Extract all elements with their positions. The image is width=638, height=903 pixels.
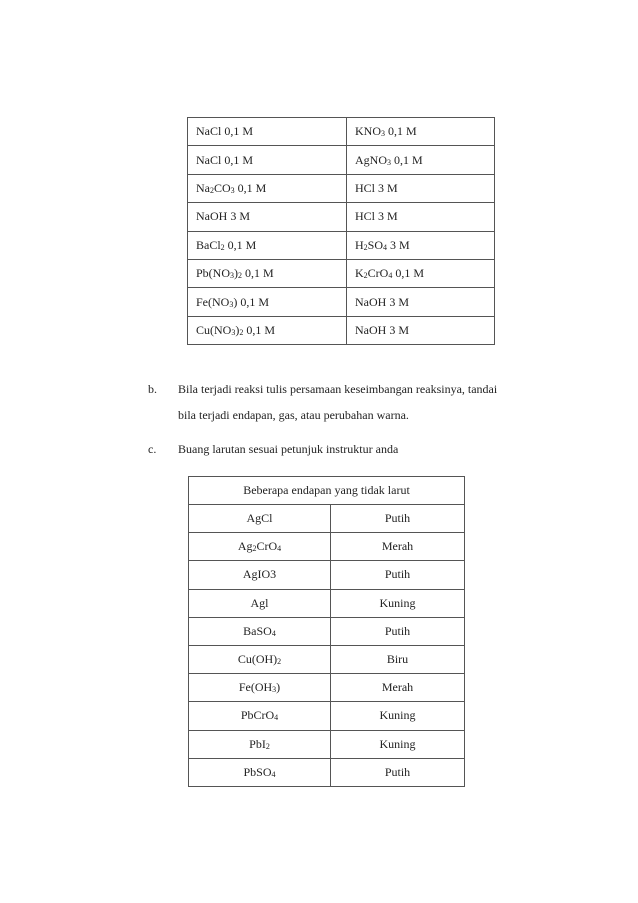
precipitate-color-cell: Putih: [331, 561, 465, 589]
reagent-left-cell: NaCl 0,1 M: [188, 146, 347, 174]
reagent-right-cell: $K_2CrO_4$ 0,1 M: [347, 259, 495, 287]
precipitate-row: [189, 561, 465, 589]
reagent-right-cell: HCl 3 M: [347, 174, 495, 202]
precipitate-compound-cell: PbI$_2$: [189, 730, 331, 758]
precipitate-row: [189, 617, 465, 645]
precipitate-row: [189, 674, 465, 702]
precipitate-compound-cell: $Ag_2CrO_4$: [189, 533, 331, 561]
reagent-pair-row: [188, 203, 495, 231]
precipitate-compound-cell: $Fe(OH_3)$: [189, 674, 331, 702]
precipitate-compound-cell: Agl: [189, 589, 331, 617]
precipitate-row: [189, 730, 465, 758]
reagent-pair-row: [188, 231, 495, 259]
reagent-pairs-table: [187, 117, 495, 345]
reagent-right-cell: NaOH 3 M: [347, 288, 495, 316]
reagent-left-cell: $Pb(NO_3)_2$ 0,1 M: [188, 259, 347, 287]
instruction-b-line-2: bila terjadi endapan, gas, atau perubahan warna.: [178, 408, 409, 422]
precipitate-row: [189, 645, 465, 673]
precipitate-color-cell: Kuning: [331, 702, 465, 730]
precipitate-table: [188, 476, 465, 787]
instruction-b-label: b.: [148, 382, 157, 396]
instruction-b-line-1: Bila terjadi reaksi tulis persamaan keseimbangan reaksinya, tandai: [178, 382, 498, 396]
precipitate-color-cell: Merah: [331, 533, 465, 561]
reagent-pair-row: [188, 174, 495, 202]
instruction-c-label: c.: [148, 442, 157, 456]
precipitate-compound-cell: AgIO3: [189, 561, 331, 589]
precipitate-color-cell: Kuning: [331, 730, 465, 758]
precipitate-color-cell: Putih: [331, 758, 465, 786]
reagent-right-cell: NaOH 3 M: [347, 316, 495, 344]
precipitate-color-cell: Kuning: [331, 589, 465, 617]
reagent-left-cell: $Cu(NO_3)_2$ 0,1 M: [188, 316, 347, 344]
precipitate-color-cell: Putih: [331, 617, 465, 645]
precipitate-table-header: Beberapa endapan yang tidak larut: [189, 477, 465, 505]
precipitate-row: [189, 758, 465, 786]
precipitate-row: [189, 589, 465, 617]
precipitate-compound-cell: $Cu(OH)_2$: [189, 645, 331, 673]
reagent-left-cell: $Na_2CO_3$ 0,1 M: [188, 174, 347, 202]
reagent-pair-row: [188, 118, 495, 146]
precipitate-compound-cell: AgCl: [189, 505, 331, 533]
reagent-right-cell: AgNO$_3$ 0,1 M: [347, 146, 495, 174]
reagent-pair-row: [188, 259, 495, 287]
reagent-right-cell: $H_2SO_4$ 3 M: [347, 231, 495, 259]
reagent-left-cell: $Fe(NO_3)$ 0,1 M: [188, 288, 347, 316]
precipitate-row: [189, 505, 465, 533]
reagent-left-cell: BaCl$_2$ 0,1 M: [188, 231, 347, 259]
reagent-pair-row: [188, 316, 495, 344]
reagent-pair-row: [188, 288, 495, 316]
reagent-right-cell: HCl 3 M: [347, 203, 495, 231]
reagent-left-cell: NaCl 0,1 M: [188, 118, 347, 146]
reagent-pair-row: [188, 146, 495, 174]
precipitate-color-cell: Biru: [331, 645, 465, 673]
reagent-left-cell: NaOH 3 M: [188, 203, 347, 231]
precipitate-compound-cell: PbCrO$_4$: [189, 702, 331, 730]
precipitate-row: [189, 702, 465, 730]
precipitate-row: [189, 533, 465, 561]
precipitate-compound-cell: PbSO$_4$: [189, 758, 331, 786]
precipitate-color-cell: Merah: [331, 674, 465, 702]
instruction-c-line-1: Buang larutan sesuai petunjuk instruktur anda: [178, 442, 399, 456]
precipitate-compound-cell: BaSO$_4$: [189, 617, 331, 645]
reagent-right-cell: $KNO_3$ 0,1 M: [347, 118, 495, 146]
precipitate-table-header-row: [189, 477, 465, 505]
precipitate-color-cell: Putih: [331, 505, 465, 533]
